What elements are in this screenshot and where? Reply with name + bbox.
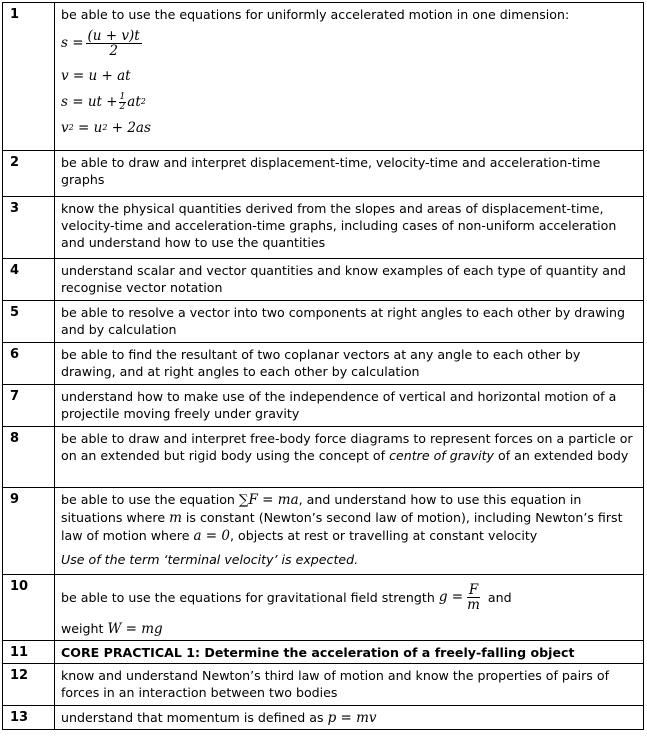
emphasis-text: centre of gravity xyxy=(389,448,494,463)
row-text: be able to use the equations for uniformly accelerated motion in one dimension: xyxy=(61,7,570,22)
row-content xyxy=(55,488,644,575)
table-row xyxy=(3,641,644,664)
equation-s-average: s = $\frac{(u + v)t}{2}$ xyxy=(61,27,140,59)
table-row xyxy=(3,301,644,343)
row-content xyxy=(55,575,644,641)
row-number: 4 xyxy=(3,259,55,301)
row-text: understand scalar and vector quantities and know examples of each type of quantity and recognise vector notation xyxy=(55,259,644,301)
row-number: 13 xyxy=(3,706,55,730)
equation-v: v = u + at xyxy=(61,68,131,84)
row-number: 8 xyxy=(3,427,55,488)
row-text: CORE PRACTICAL 1: Determine the acceleration of a freely-falling object xyxy=(55,641,644,664)
row-text: be able to use the equations for gravitational field strength g = $\frac{F}{m}$ and xyxy=(61,581,512,613)
equation-newton-second: ∑F = ma xyxy=(238,492,299,508)
table-row xyxy=(3,427,644,488)
row-number: 11 xyxy=(3,641,55,664)
table-row xyxy=(3,151,644,197)
table-row xyxy=(3,343,644,385)
table-row xyxy=(3,197,644,259)
row-note: Use of the term ‘terminal velocity’ is expected. xyxy=(61,552,359,567)
row-text: know the physical quantities derived from the slopes and areas of displacement-time, velocity-time and acceleration-time graphs, including cases of non-uniform acceleration and understand how to use the quantities xyxy=(55,197,644,259)
row-number: 2 xyxy=(3,151,55,197)
row-content xyxy=(55,3,644,151)
specification-table xyxy=(2,2,644,730)
row-number: 12 xyxy=(3,664,55,706)
row-content: be able to draw and interpret free-body force diagrams to represent forces on a particle or on an extended but rigid body using the concept of centre of gravity of an extended body xyxy=(55,427,644,488)
row-number: 6 xyxy=(3,343,55,385)
table-row xyxy=(3,488,644,575)
row-number: 5 xyxy=(3,301,55,343)
equation-s-ut: s = ut + $\frac{1}{2}$ at 2 xyxy=(61,91,146,112)
row-number: 9 xyxy=(3,488,55,575)
equation-v-squared: v 2 = u 2 + 2as xyxy=(61,120,151,136)
table-row xyxy=(3,664,644,706)
row-text: be able to find the resultant of two coplanar vectors at any angle to each other by drawing, and at right angles to each other by calculation xyxy=(55,343,644,385)
row-text: understand how to make use of the independence of vertical and horizontal motion of a projectile moving freely under gravity xyxy=(55,385,644,427)
row-text: know and understand Newton’s third law of motion and know the properties of pairs of forces in an interaction between two bodies xyxy=(55,664,644,706)
row-text: be able to use the equation ∑F = ma, and understand how to use this equation in situations where m is constant (Newton’s second law of motion), including Newton’s first law of motion where a = 0, objects at rest or travelling at constant velocity xyxy=(61,492,623,544)
row-text: be able to draw and interpret displacement-time, velocity-time and acceleration-time graphs xyxy=(55,151,644,197)
row-text: be able to resolve a vector into two components at right angles to each other by drawing and by calculation xyxy=(55,301,644,343)
row-number: 1 xyxy=(3,3,55,151)
row-content: understand that momentum is defined as p = mv xyxy=(55,706,644,730)
table-row xyxy=(3,259,644,301)
row-text-weight: weight W = mg xyxy=(61,621,163,637)
table-row xyxy=(3,706,644,730)
table-row xyxy=(3,385,644,427)
row-number: 7 xyxy=(3,385,55,427)
row-number: 10 xyxy=(3,575,55,641)
table-row xyxy=(3,575,644,641)
row-number: 3 xyxy=(3,197,55,259)
table-row xyxy=(3,3,644,151)
